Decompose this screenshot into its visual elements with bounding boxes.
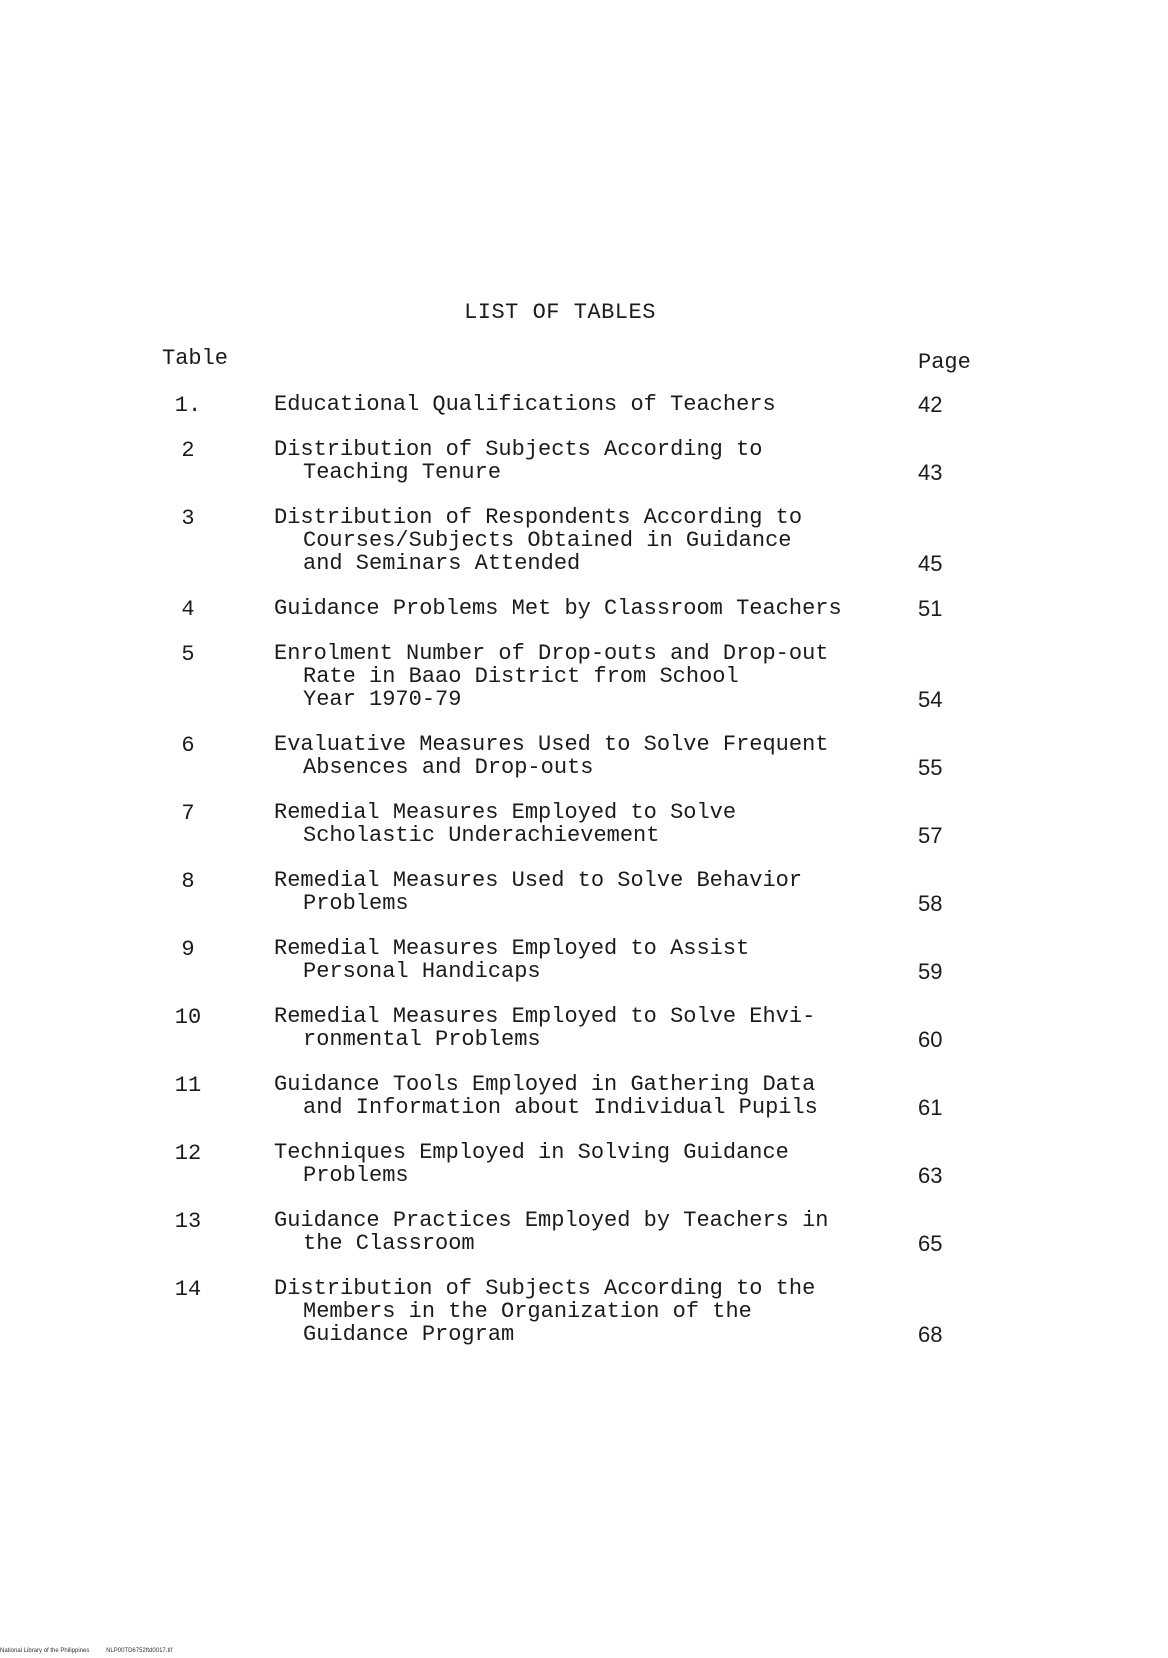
caption-line: Remedial Measures Employed to Assist (274, 936, 750, 961)
list-item (0, 1141, 1168, 1187)
page-number: 59 (918, 959, 943, 984)
page-number: 63 (918, 1163, 943, 1188)
caption-line: Enrolment Number of Drop-outs and Drop-out (274, 641, 829, 666)
caption-line: Members in the Organization of the (303, 1299, 752, 1324)
table-caption (274, 733, 894, 779)
page-number: 42 (918, 392, 943, 417)
caption-line: ronmental Problems (303, 1027, 541, 1052)
caption-line: Courses/Subjects Obtained in Guidance (303, 528, 792, 553)
caption-line: Absences and Drop-outs (303, 755, 594, 780)
list-item (0, 937, 1168, 983)
caption-line: Teaching Tenure (303, 460, 502, 485)
list-item (0, 1209, 1168, 1255)
page-number: 54 (918, 687, 943, 712)
page-number: 61 (918, 1095, 943, 1120)
list-item (0, 1277, 1168, 1346)
caption-line: Year 1970-79 (303, 687, 462, 712)
list-item (0, 506, 1168, 575)
table-number: 9 (181, 937, 195, 962)
page-number: 45 (918, 551, 943, 576)
scan-footer (0, 1648, 172, 1654)
list-item (0, 642, 1168, 711)
list-item (0, 1005, 1168, 1051)
page-number: 68 (918, 1322, 943, 1347)
page-number: 60 (918, 1027, 943, 1052)
caption-line: Guidance Problems Met by Classroom Teachers (274, 596, 842, 621)
list-item (0, 801, 1168, 847)
table-caption (274, 393, 894, 416)
caption-line: Remedial Measures Employed to Solve Ehvi- (274, 1004, 816, 1029)
page-column-header: Page (918, 350, 971, 375)
caption-line: Educational Qualifications of Teachers (274, 392, 776, 417)
table-number: 12 (174, 1141, 202, 1166)
table-number: 13 (174, 1209, 202, 1234)
table-caption (274, 597, 894, 620)
caption-line: Distribution of Subjects According to (274, 437, 763, 462)
caption-line: Remedial Measures Employed to Solve (274, 800, 737, 825)
table-number: 5 (181, 642, 195, 667)
list-item (0, 438, 1168, 484)
table-number: 10 (174, 1005, 202, 1030)
list-item (0, 733, 1168, 779)
caption-line: Evaluative Measures Used to Solve Frequent (274, 732, 829, 757)
table-list (0, 393, 1168, 1368)
table-number: 4 (181, 597, 195, 622)
page-number: 58 (918, 891, 943, 916)
caption-line: Rate in Baao District from School (303, 664, 739, 689)
table-number: 6 (181, 733, 195, 758)
table-caption (274, 506, 894, 575)
table-caption (274, 1277, 894, 1346)
page-number: 43 (918, 460, 943, 485)
caption-line: Problems (303, 1163, 409, 1188)
table-column-header: Table (162, 346, 229, 371)
caption-line: the Classroom (303, 1231, 475, 1256)
page-number: 51 (918, 596, 943, 621)
table-caption (274, 1209, 894, 1255)
caption-line: and Information about Individual Pupils (303, 1095, 818, 1120)
page-number: 55 (918, 755, 943, 780)
file-name: NLP00TD6752ftd0017.tif (106, 1648, 173, 1654)
table-number: 14 (174, 1277, 202, 1302)
library-credit: National Library of the Philippines (0, 1648, 90, 1654)
list-item (0, 393, 1168, 416)
table-number: 8 (181, 869, 195, 894)
table-caption (274, 869, 894, 915)
table-caption (274, 642, 894, 711)
table-caption (274, 1005, 894, 1051)
list-item (0, 597, 1168, 620)
caption-line: Remedial Measures Used to Solve Behavior (274, 868, 803, 893)
list-item (0, 869, 1168, 915)
table-number: 2 (181, 438, 195, 463)
caption-line: Personal Handicaps (303, 959, 541, 984)
page-number: 65 (918, 1231, 943, 1256)
caption-line: Problems (303, 891, 409, 916)
caption-line: Guidance Program (303, 1322, 515, 1347)
page-number: 57 (918, 823, 943, 848)
table-caption (274, 1141, 894, 1187)
table-number: 7 (181, 801, 195, 826)
table-number: 1. (174, 393, 202, 418)
caption-line: Guidance Tools Employed in Gathering Data (274, 1072, 816, 1097)
caption-line: Scholastic Underachievement (303, 823, 660, 848)
page-title: LIST OF TABLES (464, 300, 656, 325)
table-number: 3 (181, 506, 195, 531)
caption-line: Techniques Employed in Solving Guidance (274, 1140, 789, 1165)
table-caption (274, 1073, 894, 1119)
caption-line: and Seminars Attended (303, 551, 581, 576)
caption-line: Distribution of Subjects According to the (274, 1276, 816, 1301)
table-caption (274, 937, 894, 983)
table-number: 11 (174, 1073, 202, 1098)
caption-line: Guidance Practices Employed by Teachers in (274, 1208, 829, 1233)
list-item (0, 1073, 1168, 1119)
caption-line: Distribution of Respondents According to (274, 505, 803, 530)
table-caption (274, 801, 894, 847)
table-caption (274, 438, 894, 484)
